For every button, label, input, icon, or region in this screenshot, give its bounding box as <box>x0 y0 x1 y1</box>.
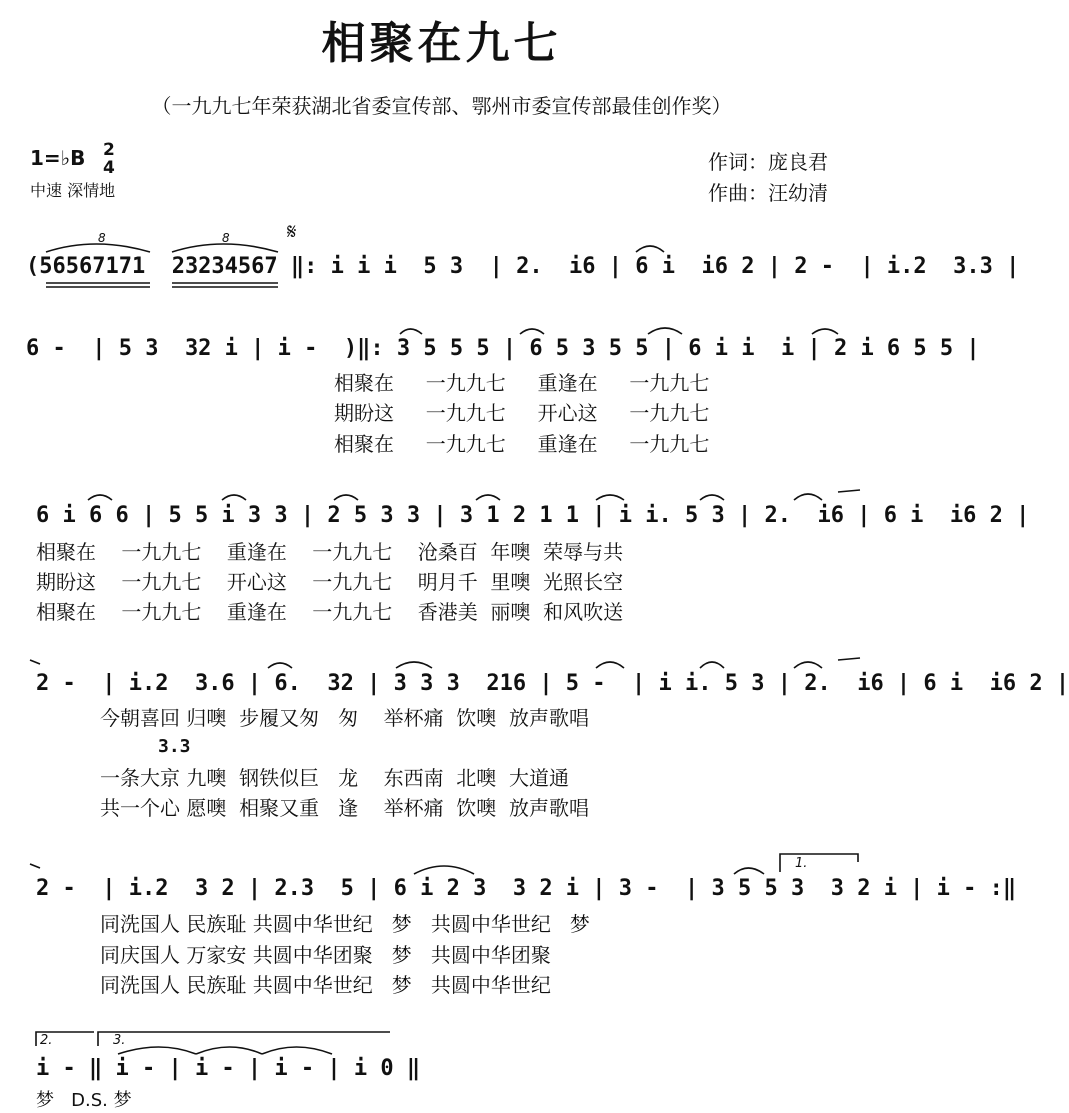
intro-ottava-mark: 8 <box>222 231 230 245</box>
volta-3-label: 3. <box>113 1033 126 1048</box>
volta-bracket <box>780 854 858 872</box>
lyric-line: 相聚在 一九九七 重逢在 一九九七 香港美 丽噢 和风吹送 <box>36 600 624 624</box>
slur <box>596 495 624 500</box>
slur <box>400 329 422 334</box>
time-signature-denominator: 4 <box>103 158 115 178</box>
slur <box>262 1047 332 1054</box>
slur <box>196 1047 262 1054</box>
lyricist-credit: 作词：庞良君 <box>708 150 828 174</box>
slur <box>46 244 150 252</box>
slur <box>812 329 838 334</box>
slur <box>222 495 246 500</box>
slur <box>396 662 432 668</box>
lyric-line: 共一个心 愿噢 相聚又重 逢 举杯痛 饮噢 放声歌唱 <box>100 796 590 820</box>
slur <box>88 495 112 500</box>
volta-bracket <box>98 1032 390 1046</box>
lyric-line: 同洗国人 民族耻 共圆中华世纪 梦 共圆中华世纪 梦 <box>100 912 590 936</box>
underline <box>46 283 278 287</box>
slur <box>268 663 292 668</box>
slur <box>172 244 278 252</box>
slur <box>334 495 358 500</box>
tempo-marking: 中速 深情地 <box>30 181 116 200</box>
notation-row-6: i - ‖ i - | i - | i - | i 0 ‖ <box>36 1056 421 1081</box>
slur <box>30 864 40 868</box>
slur <box>838 490 860 492</box>
lyric-line: 期盼这 一九九七 开心这 一九九七 <box>334 401 710 425</box>
notation-row-1: (56567171 23234567 ‖: i i i 5 3 | 2. i6 | 6 i i6 2 | 2 - | i.2 3.3 | <box>26 254 1020 279</box>
slur <box>794 494 822 500</box>
slur <box>648 328 682 334</box>
lyric-line: 同庆国人 万家安 共圆中华团聚 梦 共圆中华团聚 <box>100 943 551 967</box>
notation-row-4: 2 - | i.2 3.6 | 6. 32 | 3 3 3 216 | 5 - | i i. 5 3 | 2. i6 | 6 i i6 2 | <box>36 671 1069 696</box>
volta-2-label: 2. <box>40 1033 53 1048</box>
song-title: 相聚在九七 <box>321 18 562 69</box>
notation-row-5: 2 - | i.2 3 2 | 2.3 5 | 6 i 2 3 3 2 i | 3 - | 3 5 5 3 3 2 i | i - :‖ <box>36 876 1017 901</box>
lyric-line: 相聚在 一九九七 重逢在 一九九七 <box>334 432 710 456</box>
slur <box>520 329 544 334</box>
slur <box>414 866 474 874</box>
notation-row-3: 6 i 6 6 | 5 5 i 3 3 | 2 5 3 3 | 3 1 2 1 1 | i i. 5 3 | 2. i6 | 6 i i6 2 | <box>36 503 1030 528</box>
volta-bracket <box>36 1032 94 1046</box>
intro-ottava-mark: 8 <box>98 231 106 245</box>
slur <box>734 868 764 874</box>
slur <box>794 662 822 668</box>
lyric-line: 期盼这 一九九七 开心这 一九九七 明月千 里噢 光照长空 <box>36 570 624 594</box>
variant-notes: 3.3 <box>158 736 191 757</box>
key-signature: 1=♭B <box>30 146 86 170</box>
notation-row-2: 6 - | 5 3 32 i | i - )‖: 3 5 5 5 | 6 5 3 5 5 | 6 i i i | 2 i 6 5 5 | <box>26 336 980 361</box>
slur <box>476 495 500 500</box>
slur <box>838 658 860 660</box>
lyric-line: 同洗国人 民族耻 共圆中华世纪 梦 共圆中华世纪 <box>100 973 551 997</box>
lyric-line: 相聚在 一九九七 重逢在 一九九七 <box>334 371 710 395</box>
lyric-line-ending: 梦 D.S. 梦 <box>36 1090 132 1111</box>
slur <box>636 246 664 252</box>
segno-sign: 𝄋 <box>287 220 297 245</box>
slur <box>596 662 624 668</box>
award-subtitle: （一九九七年荣获湖北省委宣传部、鄂州市委宣传部最佳创作奖） <box>151 94 732 118</box>
slur <box>700 662 724 668</box>
lyric-line: 今朝喜回 归噢 步履又匆 匆 举杯痛 饮噢 放声歌唱 <box>100 706 590 730</box>
slur <box>700 495 724 500</box>
lyric-line: 相聚在 一九九七 重逢在 一九九七 沧桑百 年噢 荣辱与共 <box>36 540 624 564</box>
slur <box>30 660 40 664</box>
slur <box>118 1047 196 1054</box>
volta-1-label: 1. <box>795 856 808 871</box>
lyric-line: 一条大京 九噢 钢铁似巨 龙 东西南 北噢 大道通 <box>100 766 570 790</box>
composer-credit: 作曲：汪幼清 <box>708 181 828 205</box>
time-signature-numerator: 2 <box>103 140 115 160</box>
